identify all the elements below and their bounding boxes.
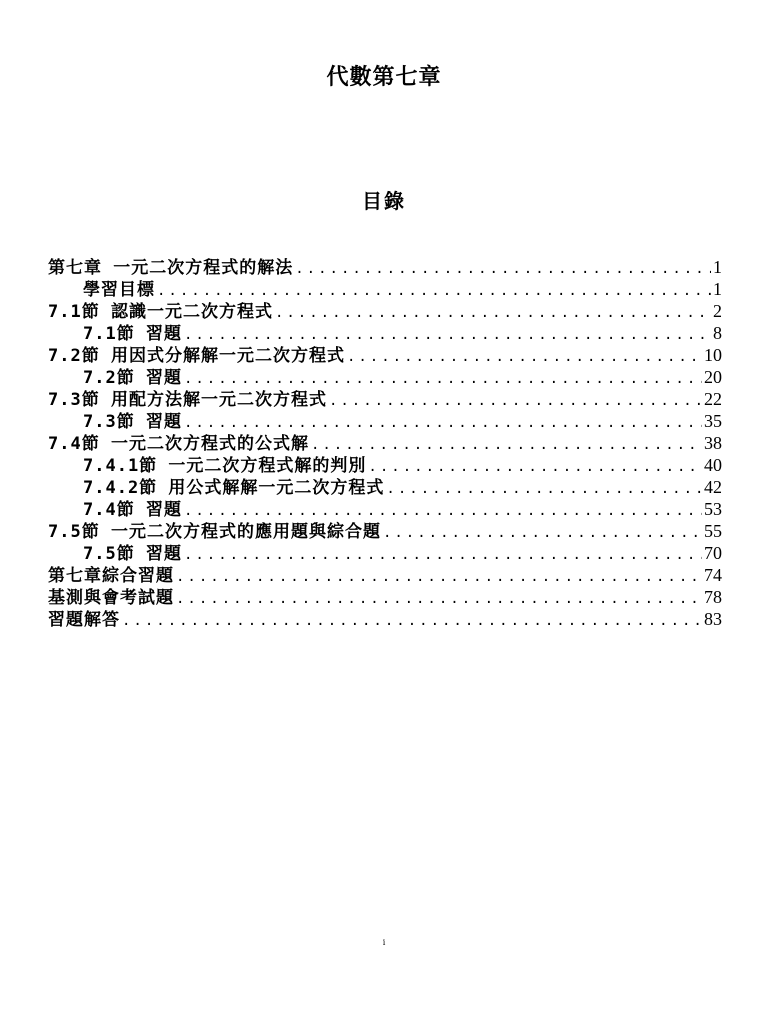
toc-entry[interactable] — [48, 498, 722, 520]
toc-entry[interactable] — [48, 388, 722, 410]
toc-entry-label: 7.4.2節 用公式解解一元二次方程式 — [83, 478, 385, 498]
toc-entry-label: 7.1節 習題 — [83, 324, 182, 344]
toc-leader-dots — [176, 588, 702, 610]
toc-heading: 目錄 — [362, 189, 406, 213]
toc-entry-label: 7.1節 認識一元二次方程式 — [48, 302, 273, 322]
toc-entry-label: 7.4.1節 一元二次方程式解的判別 — [83, 456, 367, 476]
toc-entry-label: 7.4節 一元二次方程式的公式解 — [48, 434, 309, 454]
toc-entry-label: 7.2節 用因式分解解一元二次方程式 — [48, 346, 345, 366]
toc-leader-dots — [122, 610, 702, 632]
toc-entry[interactable] — [48, 542, 722, 564]
toc-leader-dots — [295, 258, 711, 280]
toc-entry-label: 7.3節 用配方法解一元二次方程式 — [48, 390, 327, 410]
toc-entry[interactable] — [48, 278, 722, 300]
toc-entry-page: 1 — [713, 279, 722, 299]
toc-entry[interactable] — [48, 586, 722, 608]
toc-entry-label: 7.3節 習題 — [83, 412, 182, 432]
toc-leader-dots — [386, 478, 702, 500]
toc-entry[interactable] — [48, 520, 722, 542]
document-title: 代數第七章 — [326, 64, 442, 90]
toc-entry[interactable] — [48, 608, 722, 630]
toc-leader-dots — [176, 566, 702, 588]
toc-entry[interactable] — [48, 300, 722, 322]
toc-entry-label: 學習目標 — [83, 280, 155, 300]
toc-entry-label: 7.5節 一元二次方程式的應用題與綜合題 — [48, 522, 381, 542]
toc-entry-page: 22 — [704, 389, 722, 409]
toc-entry-page: 55 — [704, 521, 722, 541]
toc-entry-label: 習題解答 — [48, 610, 120, 630]
toc-leader-dots — [157, 280, 711, 302]
toc-entry[interactable] — [48, 564, 722, 586]
toc-entry[interactable] — [48, 322, 722, 344]
toc-entry[interactable] — [48, 256, 722, 278]
toc-entry-page: 42 — [704, 477, 722, 497]
toc-leader-dots — [275, 302, 711, 324]
toc-leader-dots — [383, 522, 702, 544]
toc-entry-label: 7.4節 習題 — [83, 500, 182, 520]
toc-leader-dots — [368, 456, 702, 478]
toc-entry-label: 基測與會考試題 — [48, 588, 174, 608]
toc-entry-page: 78 — [704, 587, 722, 607]
toc-leader-dots — [329, 390, 702, 412]
toc-entry-label: 第七章 一元二次方程式的解法 — [48, 258, 294, 278]
toc-leader-dots — [184, 368, 702, 390]
toc-entry-page: 53 — [704, 499, 722, 519]
table-of-contents — [48, 256, 722, 630]
toc-leader-dots — [347, 346, 702, 368]
toc-leader-dots — [184, 544, 702, 566]
toc-entry[interactable] — [48, 366, 722, 388]
toc-entry[interactable] — [48, 432, 722, 454]
toc-entry-page: 20 — [704, 367, 722, 387]
toc-entry-page: 35 — [704, 411, 722, 431]
toc-entry-page: 38 — [704, 433, 722, 453]
toc-entry-page: 74 — [704, 565, 722, 585]
toc-entry-page: 70 — [704, 543, 722, 563]
toc-entry-page: 10 — [704, 345, 722, 365]
toc-entry-page: 2 — [713, 301, 722, 321]
page-number: i — [382, 938, 386, 947]
toc-entry[interactable] — [48, 410, 722, 432]
toc-entry[interactable] — [48, 476, 722, 498]
toc-entry-page: 40 — [704, 455, 722, 475]
toc-leader-dots — [184, 324, 711, 346]
toc-entry-label: 第七章綜合習題 — [48, 566, 174, 586]
toc-leader-dots — [184, 412, 702, 434]
toc-leader-dots — [311, 434, 702, 456]
toc-entry[interactable] — [48, 454, 722, 476]
toc-entry-label: 7.2節 習題 — [83, 368, 182, 388]
toc-entry-label: 7.5節 習題 — [83, 544, 182, 564]
toc-leader-dots — [184, 500, 702, 522]
toc-entry-page: 8 — [713, 323, 722, 343]
toc-entry[interactable] — [48, 344, 722, 366]
toc-entry-page: 83 — [704, 609, 722, 629]
toc-entry-page: 1 — [713, 257, 722, 277]
